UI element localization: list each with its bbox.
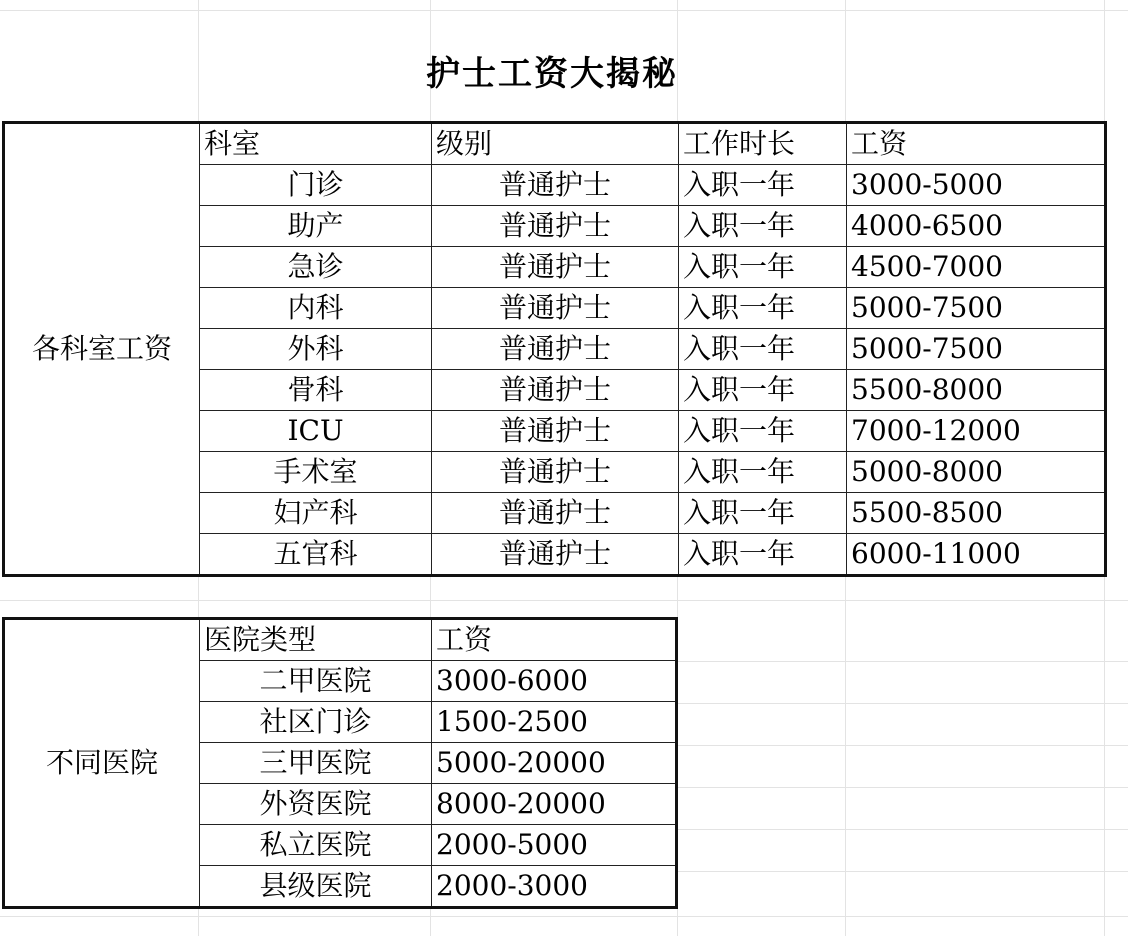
department-salary-table xyxy=(2,121,1107,577)
salary-cell[interactable]: 5000-20000 xyxy=(432,743,677,784)
tenure-cell[interactable]: 入职一年 xyxy=(679,165,847,206)
tenure-cell[interactable]: 入职一年 xyxy=(679,452,847,493)
salary-cell[interactable]: 5500-8500 xyxy=(847,493,1106,534)
department-cell[interactable]: 妇产科 xyxy=(200,493,432,534)
hospital-type-cell[interactable]: 社区门诊 xyxy=(200,702,432,743)
salary-cell[interactable]: 5000-8000 xyxy=(847,452,1106,493)
hospital-type-header[interactable]: 医院类型 xyxy=(200,619,432,661)
hospital-type-cell[interactable]: 三甲医院 xyxy=(200,743,432,784)
level-cell[interactable]: 普通护士 xyxy=(432,288,679,329)
department-header[interactable]: 科室 xyxy=(200,123,432,165)
salary-cell[interactable]: 7000-12000 xyxy=(847,411,1106,452)
level-cell[interactable]: 普通护士 xyxy=(432,411,679,452)
level-cell[interactable]: 普通护士 xyxy=(432,329,679,370)
department-cell[interactable]: 门诊 xyxy=(200,165,432,206)
tenure-cell[interactable]: 入职一年 xyxy=(679,370,847,411)
salary-cell[interactable]: 2000-5000 xyxy=(432,825,677,866)
department-cell[interactable]: 外科 xyxy=(200,329,432,370)
tenure-header[interactable]: 工作时长 xyxy=(679,123,847,165)
hospital-salary-table xyxy=(2,617,678,909)
salary-cell[interactable]: 5000-7500 xyxy=(847,288,1106,329)
salary-header[interactable]: 工资 xyxy=(432,619,677,661)
hospital-type-cell[interactable]: 外资医院 xyxy=(200,784,432,825)
salary-cell[interactable]: 1500-2500 xyxy=(432,702,677,743)
group-label-cell[interactable]: 各科室工资 xyxy=(4,123,200,576)
header-row xyxy=(4,123,1106,165)
department-cell[interactable]: 内科 xyxy=(200,288,432,329)
salary-cell[interactable]: 3000-5000 xyxy=(847,165,1106,206)
tenure-cell[interactable]: 入职一年 xyxy=(679,534,847,576)
tenure-cell[interactable]: 入职一年 xyxy=(679,493,847,534)
salary-cell[interactable]: 5500-8000 xyxy=(847,370,1106,411)
hospital-type-cell[interactable]: 县级医院 xyxy=(200,866,432,908)
salary-cell[interactable]: 8000-20000 xyxy=(432,784,677,825)
tenure-cell[interactable]: 入职一年 xyxy=(679,329,847,370)
header-row xyxy=(4,619,677,661)
page-title: 护士工资大揭秘 xyxy=(426,54,678,94)
department-cell[interactable]: 急诊 xyxy=(200,247,432,288)
level-cell[interactable]: 普通护士 xyxy=(432,206,679,247)
level-cell[interactable]: 普通护士 xyxy=(432,370,679,411)
tenure-cell[interactable]: 入职一年 xyxy=(679,411,847,452)
group-label-cell[interactable]: 不同医院 xyxy=(4,619,200,908)
salary-header[interactable]: 工资 xyxy=(847,123,1106,165)
salary-cell[interactable]: 6000-11000 xyxy=(847,534,1106,576)
level-cell[interactable]: 普通护士 xyxy=(432,247,679,288)
department-cell[interactable]: 五官科 xyxy=(200,534,432,576)
level-cell[interactable]: 普通护士 xyxy=(432,165,679,206)
tenure-cell[interactable]: 入职一年 xyxy=(679,247,847,288)
tenure-cell[interactable]: 入职一年 xyxy=(679,288,847,329)
level-cell[interactable]: 普通护士 xyxy=(432,534,679,576)
salary-cell[interactable]: 4000-6500 xyxy=(847,206,1106,247)
hospital-type-cell[interactable]: 二甲医院 xyxy=(200,661,432,702)
hospital-type-cell[interactable]: 私立医院 xyxy=(200,825,432,866)
level-header[interactable]: 级别 xyxy=(432,123,679,165)
department-cell[interactable]: 骨科 xyxy=(200,370,432,411)
department-cell[interactable]: ICU xyxy=(200,411,432,452)
salary-cell[interactable]: 4500-7000 xyxy=(847,247,1106,288)
department-cell[interactable]: 手术室 xyxy=(200,452,432,493)
department-cell[interactable]: 助产 xyxy=(200,206,432,247)
tenure-cell[interactable]: 入职一年 xyxy=(679,206,847,247)
level-cell[interactable]: 普通护士 xyxy=(432,493,679,534)
salary-cell[interactable]: 2000-3000 xyxy=(432,866,677,908)
salary-cell[interactable]: 5000-7500 xyxy=(847,329,1106,370)
salary-cell[interactable]: 3000-6000 xyxy=(432,661,677,702)
level-cell[interactable]: 普通护士 xyxy=(432,452,679,493)
